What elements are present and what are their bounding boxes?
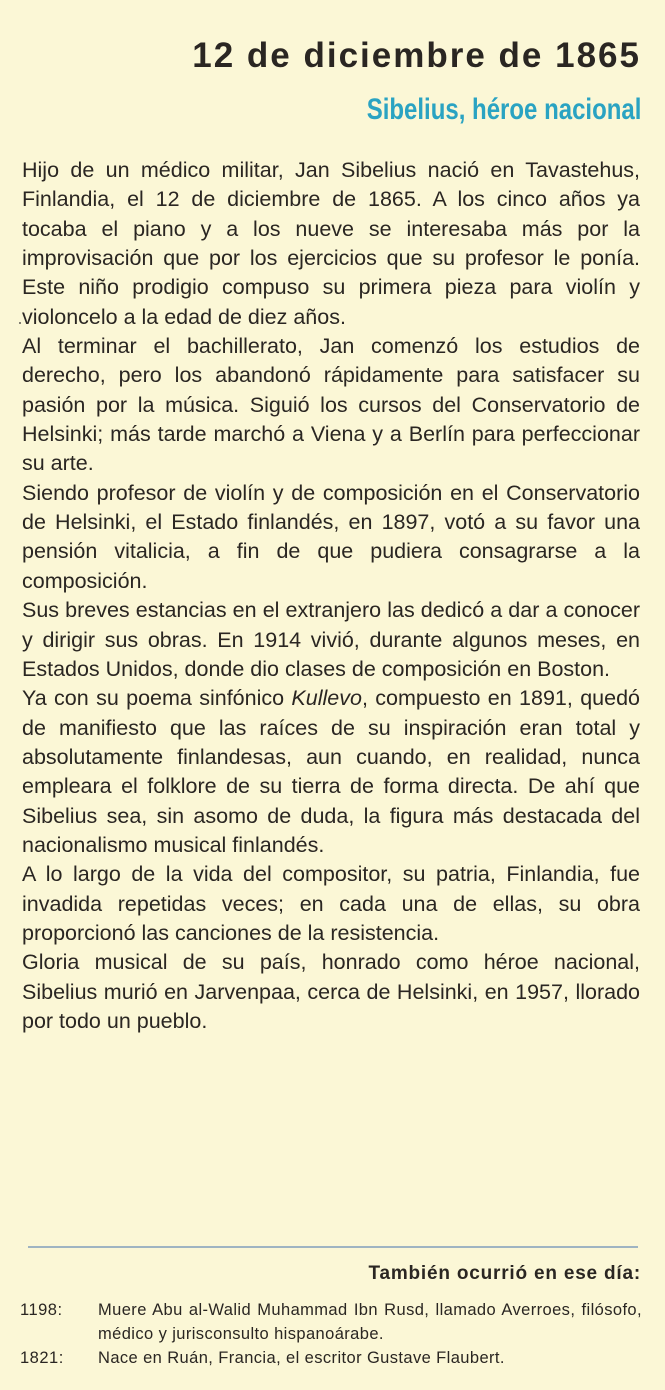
paragraph-text: Al terminar el bachillerato, Jan comenzó los estudios de derecho, pero los abandonó rápidamente para satisfacer su pasión por la música. Siguió los cursos del Conservatorio de Helsinki; más tarde marchó a Viena y a Berlín para perfeccionar su arte. xyxy=(22,334,640,476)
article-paragraph xyxy=(22,948,640,1036)
article-paragraph xyxy=(22,684,640,860)
print-speck xyxy=(19,322,21,324)
event-year: 1198: xyxy=(20,1301,63,1319)
article-paragraph xyxy=(22,596,640,684)
article-subtitle: Sibelius, héroe nacional xyxy=(366,93,641,126)
event-year: 1821: xyxy=(20,1349,64,1367)
paragraph-text: Siendo profesor de violín y de composición en el Conservatorio de Helsinki, el Estado finlandés, en 1897, votó a su favor una pensión vitalicia, a fin de que pudiera consagrarse a la composición. xyxy=(22,480,640,593)
article-paragraph xyxy=(22,156,640,332)
section-divider xyxy=(28,1246,638,1248)
work-title-italic: Kullevo xyxy=(291,686,362,711)
paragraph-text: Gloria musical de su país, honrado como héroe nacional, Sibelius murió en Jarvenpaa, cerca de Helsinki, en 1957, llorado por todo un pueblo. xyxy=(22,950,640,1033)
also-today-heading: También ocurrió en ese día: xyxy=(368,1263,641,1284)
event-item xyxy=(20,1298,642,1346)
event-text: Nace en Ruán, Francia, el escritor Gustave Flaubert. xyxy=(98,1349,505,1367)
article-paragraph xyxy=(22,332,640,479)
article-body xyxy=(22,156,640,1036)
event-item xyxy=(20,1346,642,1370)
paragraph-text: A lo largo de la vida del compositor, su patria, Finlandia, fue invadida repetidas veces; en cada una de ellas, su obra proporcionó las canciones de la resistencia. xyxy=(22,862,640,945)
paragraph-text: Sus breves estancias en el extranjero las dedicó a dar a conocer y dirigir sus obras. En 1914 vivió, durante algunos meses, en Estados Unidos, donde dio clases de composición en Boston. xyxy=(22,598,640,681)
article-paragraph xyxy=(22,860,640,948)
events-list xyxy=(20,1298,642,1370)
paragraph-text: , compuesto en 1891, quedó de manifiesto que las raíces de su inspiración eran total y absolutamente finlandesas, aun cuando, en realidad, nunca empleara el folklore de su tierra de forma directa. De ahí que Sibelius sea, sin asomo de duda, la figura más destacada del nacionalismo musical finlandés. xyxy=(22,686,640,857)
paragraph-text: Ya con su poema sinfónico xyxy=(22,686,292,711)
article-paragraph xyxy=(22,479,640,596)
event-text: Muere Abu al-Walid Muhammad Ibn Rusd, llamado Averroes, filósofo, médico y jurisconsulto hispanoárabe. xyxy=(98,1301,642,1343)
paragraph-text: Hijo de un médico militar, Jan Sibelius nació en Tavastehus, Finlandia, el 12 de diciembre de 1865. A los cinco años ya tocaba el piano y a los nueve se interesaba más por la improvisación que por los ejercicios que su profesor le ponía. Este niño prodigio compuso su primera pieza para violín y violoncelo a la edad de diez años. xyxy=(22,158,640,329)
date-title: 12 de diciembre de 1865 xyxy=(192,36,641,75)
